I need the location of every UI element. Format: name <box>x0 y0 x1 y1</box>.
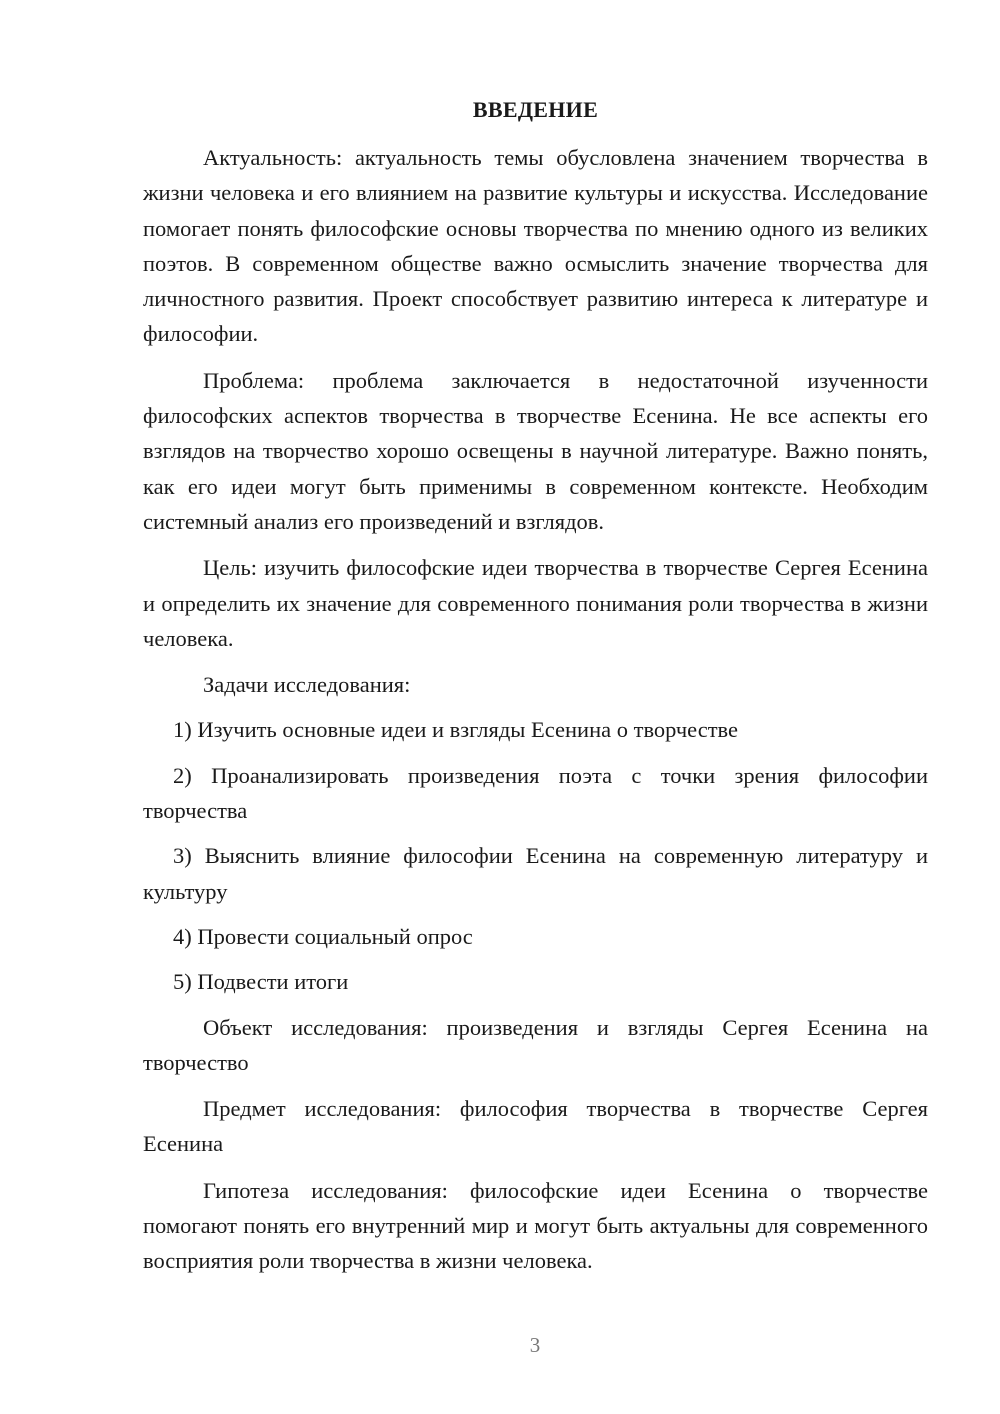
object-paragraph: Объект исследования: произведения и взгляды Сергея Есенина на творчество <box>143 1014 928 1075</box>
hypothesis-paragraph: Гипотеза исследования: философские идеи Есенина о творчестве помогают понять его внутренний мир и могут быть актуальны для современного восприятия роли творчества в жизни человека. <box>143 1177 928 1274</box>
task-item: 3) Выяснить влияние философии Есенина на современную литературу и культуру <box>143 843 928 904</box>
goal-paragraph: Цель: изучить философские идеи творчества в творчестве Сергея Есенина и определить их значение для современного понимания роли творчества в жизни человека. <box>143 555 928 651</box>
task-item: 5) Подвести итоги <box>173 969 349 995</box>
relevance-paragraph: Актуальность: актуальность темы обусловлена значением творчества в жизни человека и его влиянием на развитие культуры и искусства. Исследование помогает понять философские основы творчества по мнению одного из великих поэтов. В современном обществе важно осмыслить значение творчества для личностного развития. Проект способствует развитию интереса к литературе и философии. <box>143 145 928 347</box>
task-item: 2) Проанализировать произведения поэта с точки зрения философии творчества <box>143 762 928 824</box>
task-item: 1) Изучить основные идеи и взгляды Есенина о творчестве <box>173 717 739 743</box>
problem-paragraph: Проблема: проблема заключается в недостаточной изученности философских аспектов творчества в творчестве Есенина. Не все аспекты его взглядов на творчество хорошо освещены в научной литературе. Важно понять, как его идеи могут быть применимы в современном контексте. Необходим системный анализ его произведений и взглядов. <box>143 367 928 534</box>
task-item: 4) Провести социальный опрос <box>173 923 473 949</box>
tasks-heading: Задачи исследования: <box>203 672 411 698</box>
document-page <box>143 94 928 1290</box>
page-number: 3 <box>529 1333 541 1357</box>
page-title: ВВЕДЕНИЕ <box>472 97 599 122</box>
subject-paragraph: Предмет исследования: философия творчества в творчестве Сергея Есенина <box>143 1096 928 1157</box>
